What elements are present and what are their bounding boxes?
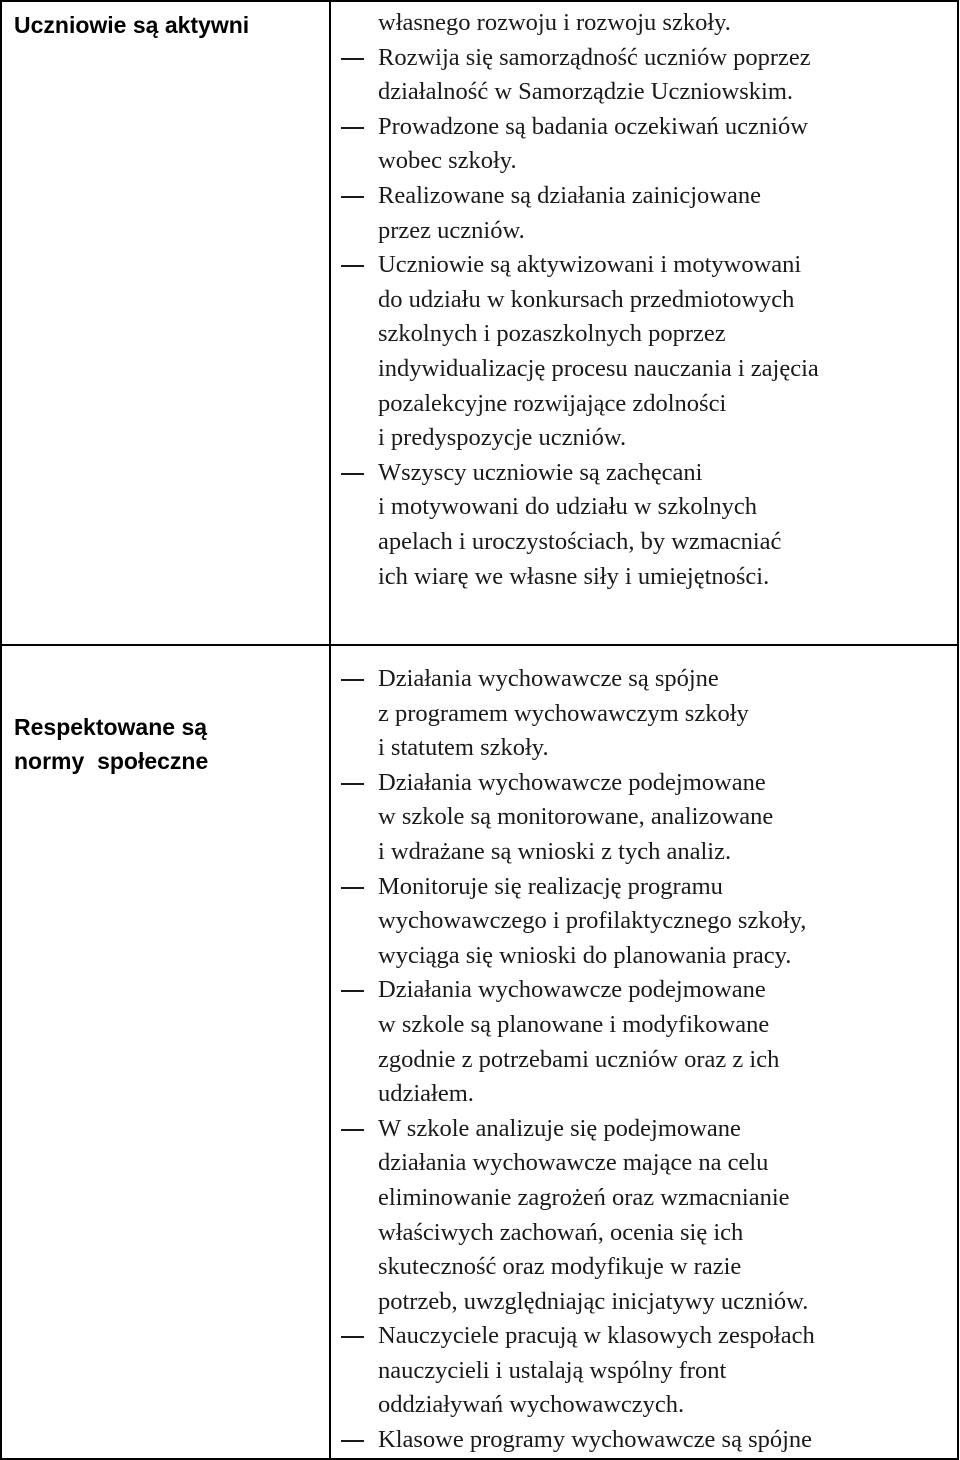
list-item-line: Rozwija się samorządność uczniów poprzez xyxy=(378,43,811,71)
list-item xyxy=(331,179,957,248)
dash-bullet-icon xyxy=(341,196,364,198)
list-item-line: Klasowe programy wychowawcze są spójne xyxy=(378,1426,813,1454)
list-item xyxy=(331,766,957,870)
list-item-line: wobec szkoły. xyxy=(378,147,517,175)
list-item-line: wychowawczego i profilaktycznego szkoły, xyxy=(378,907,807,935)
list-item-line: i statutem szkoły. xyxy=(378,734,549,762)
list-item-line: i wdrażane są wnioski z tych analiz. xyxy=(378,837,732,865)
list-item-line: nauczycieli i ustalają wspólny front xyxy=(378,1356,727,1384)
list-item xyxy=(331,1319,957,1423)
list-item xyxy=(331,110,957,179)
heading-line: normy społeczne xyxy=(14,748,209,774)
list-item-line: własnego rozwoju i rozwoju szkoły. xyxy=(378,9,731,36)
list-item xyxy=(331,973,957,1111)
list-item-line: oddziaływań wychowawczych. xyxy=(378,1391,685,1419)
list-item-line: Wszyscy uczniowie są zachęcani xyxy=(378,458,703,486)
dash-bullet-icon xyxy=(341,127,364,129)
list-item-line: indywidualizację procesu nauczania i zajęcia xyxy=(378,354,819,382)
dash-bullet-icon xyxy=(341,783,364,785)
list-item-line: zgodnie z potrzebami uczniów oraz z ich xyxy=(378,1045,780,1073)
list-item-line: Realizowane są działania zainicjowane xyxy=(378,181,761,209)
dash-bullet-icon xyxy=(341,679,364,681)
dash-bullet-icon xyxy=(341,58,364,60)
row-content-cell xyxy=(330,1,958,645)
list-item-line: udziałem. xyxy=(378,1080,474,1108)
list-item xyxy=(331,41,957,110)
row-heading xyxy=(2,2,329,42)
list-item-line: Nauczyciele pracują w klasowych zespołach xyxy=(378,1322,815,1350)
list-item-line: i motywowani do udziału w szkolnych xyxy=(378,493,758,521)
list-item-line: w szkole są planowane i modyfikowane xyxy=(378,1010,770,1038)
dash-bullet-icon xyxy=(341,990,364,992)
dash-bullet-icon xyxy=(341,1440,364,1442)
dash-bullet-icon xyxy=(341,265,364,267)
list-item-line: i predyspozycje uczniów. xyxy=(378,424,627,452)
list-item xyxy=(331,870,957,974)
list-item-line: eliminowanie zagrożeń oraz wzmacnianie xyxy=(378,1183,790,1211)
row-heading xyxy=(2,646,329,778)
list-item-line: do udziału w konkursach przedmiotowych xyxy=(378,285,795,313)
list-item-line: właściwych zachowań, ocenia się ich xyxy=(378,1218,744,1246)
row-heading-cell xyxy=(1,645,330,1459)
list-item xyxy=(331,662,957,766)
list-item-line: działalność w Samorządzie Uczniowskim. xyxy=(378,78,794,106)
list-item-line: działania wychowawcze mające na celu xyxy=(378,1149,769,1177)
list-item-line: wyciąga się wnioski do planowania pracy. xyxy=(378,941,792,969)
list-item-line: apelach i uroczystościach, by wzmacniać xyxy=(378,527,782,555)
list-item-line: przez uczniów. xyxy=(378,216,525,244)
list-item xyxy=(331,1423,957,1458)
dash-bullet-icon xyxy=(341,473,364,475)
list-item-line: Prowadzone są badania oczekiwań uczniów xyxy=(378,112,808,140)
list-item-line: Działania wychowawcze są spójne xyxy=(378,665,719,692)
list-item xyxy=(331,6,957,41)
list-item-line: z programem wychowawczym szkoły xyxy=(378,699,749,727)
list-item-line: W szkole analizuje się podejmowane xyxy=(378,1114,741,1142)
list-item-line: pozalekcyjne rozwijające zdolności xyxy=(378,389,727,417)
list-item-line: Działania wychowawcze podejmowane xyxy=(378,976,766,1004)
list-item-line: Uczniowie są aktywizowani i motywowani xyxy=(378,251,802,279)
bullet-list xyxy=(331,646,957,1458)
list-item-line: w szkole są monitorowane, analizowane xyxy=(378,803,774,831)
list-item-line: Działania wychowawcze podejmowane xyxy=(378,768,766,796)
list-item-line: szkolnych i pozaszkolnych poprzez xyxy=(378,320,726,348)
list-item-line: potrzeb, uwzględniając inicjatywy uczniów. xyxy=(378,1287,809,1315)
list-item-line: Monitoruje się realizację programu xyxy=(378,872,723,900)
heading-line: Uczniowie są aktywni xyxy=(14,12,250,38)
list-item xyxy=(331,1112,957,1320)
table-row xyxy=(1,645,958,1459)
list-item-line: ich wiarę we własne siły i umiejętności. xyxy=(378,562,770,590)
dash-bullet-icon xyxy=(341,887,364,889)
dash-bullet-icon xyxy=(341,1129,364,1131)
list-item-line: skuteczność oraz modyfikuje w razie xyxy=(378,1253,742,1281)
row-heading-cell xyxy=(1,1,330,645)
row-content-cell xyxy=(330,645,958,1459)
dash-bullet-icon xyxy=(341,1336,364,1338)
list-item xyxy=(331,456,957,594)
list-item xyxy=(331,248,957,456)
bullet-list xyxy=(331,2,957,594)
table-row xyxy=(1,1,958,645)
heading-line: Respektowane są xyxy=(14,714,208,740)
